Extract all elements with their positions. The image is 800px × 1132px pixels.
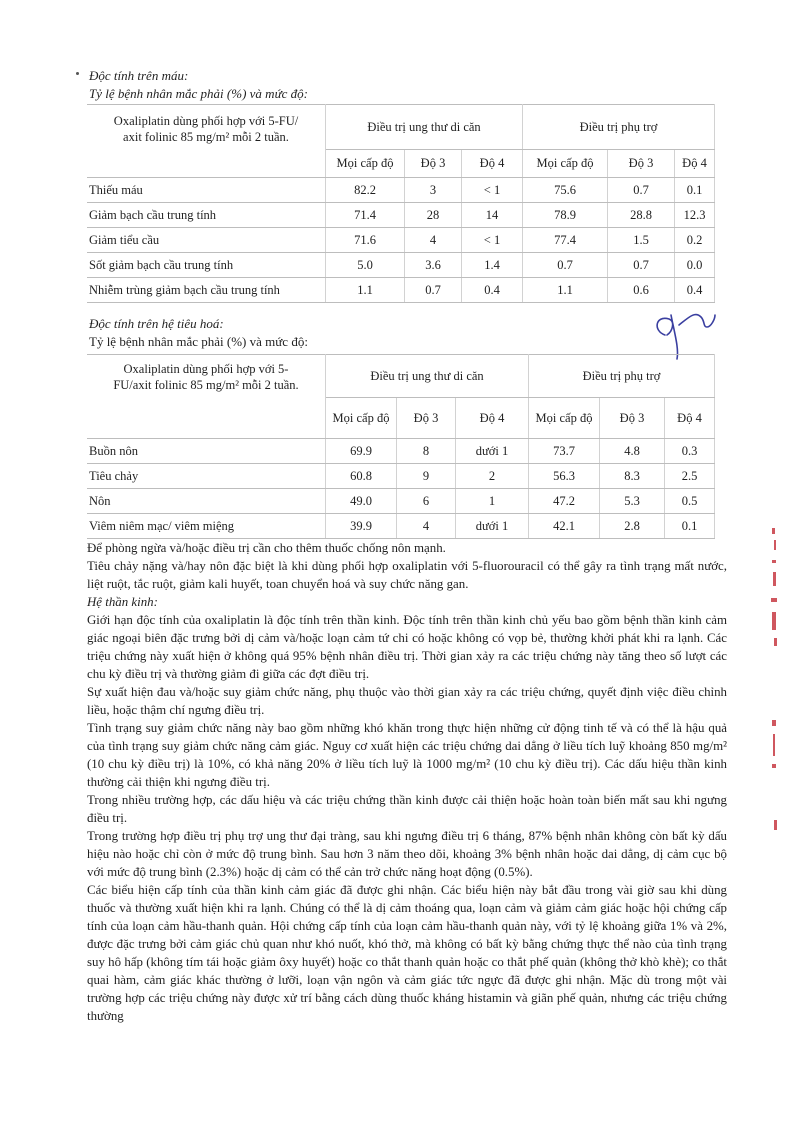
cell: 73.7 [529, 439, 600, 464]
row-label: Sốt giảm bạch cầu trung tính [87, 253, 326, 278]
cell: 5.0 [326, 253, 405, 278]
cell: 1.1 [326, 278, 405, 303]
table-corner-label [87, 105, 326, 178]
cell: 1.5 [608, 228, 675, 253]
table-row [87, 203, 715, 228]
paragraph: Trong trường hợp điều trị phụ trợ ung thư đại tràng, sau khi ngưng điều trị 6 tháng, 87% bệnh nhân không còn bất kỳ dấu hiệu nào hoặc chỉ còn ở mức độ trung bình. Sau hơn 3 năm theo dõi, khoảng 3% bệnh nhân hoặc dai dẳng, dị cảm cục bộ với mức độ trung bình (2.3%) hoặc dị cảm có thể cản trở chức năng hoạt động (0.5%). [87, 829, 727, 879]
cell: 9 [397, 464, 456, 489]
row-label: Giảm tiểu cầu [87, 228, 326, 253]
table-corner-label [87, 355, 326, 439]
cell: 28 [405, 203, 462, 228]
scan-speck [76, 72, 79, 75]
cell: 4 [397, 514, 456, 539]
cell: < 1 [462, 178, 523, 203]
sub-header: Mọi cấp độ [523, 150, 608, 178]
handwritten-initials [645, 305, 717, 361]
cell: 6 [397, 489, 456, 514]
cell: 1 [456, 489, 529, 514]
cell: 12.3 [675, 203, 715, 228]
section-title-gi: Độc tính trên hệ tiêu hoá: [89, 316, 224, 331]
cell: 69.9 [326, 439, 397, 464]
cell: 0.7 [405, 278, 462, 303]
paragraph: Tiêu chảy nặng và/hay nôn đặc biệt là khi dùng phối hợp oxaliplatin với 5-fluorouracil có thể gây ra tình trạng mất nước, liệt ruột, tắc ruột, giảm kali huyết, toan chuyển hoá và suy chức năng gan. [87, 559, 727, 591]
cell: 49.0 [326, 489, 397, 514]
row-label: Viêm niêm mạc/ viêm miệng [87, 514, 326, 539]
table-row [87, 439, 715, 464]
table-row [87, 178, 715, 203]
cell: 60.8 [326, 464, 397, 489]
cell: 14 [462, 203, 523, 228]
sub-header: Độ 3 [608, 150, 675, 178]
blood-toxicity-table [87, 104, 715, 303]
section-title-blood: Độc tính trên máu: [89, 68, 189, 83]
corner-label-line2: FU/axit folinic 85 mg/m² mỗi 2 tuần. [113, 378, 299, 392]
cell: 0.5 [665, 489, 715, 514]
gi-toxicity-table [87, 354, 715, 539]
cell: 0.0 [675, 253, 715, 278]
row-label: Tiêu chảy [87, 464, 326, 489]
table-row [87, 253, 715, 278]
sub-header: Độ 3 [405, 150, 462, 178]
cell: 0.7 [523, 253, 608, 278]
cell: 4 [405, 228, 462, 253]
cell: 56.3 [529, 464, 600, 489]
cell: 82.2 [326, 178, 405, 203]
section-title-neuro: Hệ thần kinh: [87, 595, 158, 609]
cell: 3 [405, 178, 462, 203]
paragraph: Sự xuất hiện đau và/hoặc suy giảm chức năng, phụ thuộc vào thời gian xảy ra các triệu chứng, quyết định việc điều chỉnh liều, hoặc thậm chí ngưng điều trị. [87, 685, 727, 717]
cell: dưới 1 [456, 514, 529, 539]
cell: 42.1 [529, 514, 600, 539]
row-label: Nôn [87, 489, 326, 514]
sub-header: Độ 4 [675, 150, 715, 178]
row-label: Thiếu máu [87, 178, 326, 203]
margin-stamp [760, 520, 790, 840]
cell: dưới 1 [456, 439, 529, 464]
sub-header: Mọi cấp độ [326, 150, 405, 178]
cell: 8.3 [600, 464, 665, 489]
corner-label-line1: Oxaliplatin dùng phối hợp với 5- [123, 362, 289, 376]
sub-header: Độ 4 [456, 398, 529, 439]
row-label: Nhiễm trùng giảm bạch cầu trung tính [87, 278, 326, 303]
table-row [87, 228, 715, 253]
group-header-adjuvant: Điều trị phụ trợ [523, 105, 715, 150]
table-row [87, 489, 715, 514]
table-row [87, 514, 715, 539]
cell: 77.4 [523, 228, 608, 253]
cell: 1.4 [462, 253, 523, 278]
cell: 78.9 [523, 203, 608, 228]
corner-label-line2: axit folinic 85 mg/m² mỗi 2 tuần. [123, 130, 289, 144]
sub-header: Độ 4 [462, 150, 523, 178]
cell: 0.7 [608, 253, 675, 278]
cell: < 1 [462, 228, 523, 253]
cell: 0.1 [675, 178, 715, 203]
cell: 0.3 [665, 439, 715, 464]
corner-label-line1: Oxaliplatin dùng phối hợp với 5-FU/ [113, 114, 299, 128]
paragraph: Giới hạn độc tính của oxaliplatin là độc tính trên thần kinh. Độc tính trên thần kinh chủ yếu bao gồm bệnh thần kinh cảm giác ngoại biên đặc trưng bởi dị cảm và/hoặc loạn cảm tứ chi có hoặc không có vọp bẻ, thường khởi phát khi ra lạnh. Các triệu chứng này xuất hiện ở không quá 95% bệnh nhân điều trị. Thời gian xảy ra các triệu chứng này tăng theo số lượt các chu kỳ điều trị và thường giảm đi giữa các đợt điều trị. [87, 613, 727, 681]
paragraph: Tình trạng suy giảm chức năng này bao gồm những khó khăn trong thực hiện những cử động tinh tế và có thể là hậu quả của tình trạng suy giảm chức năng cảm giác. Nguy cơ xuất hiện các triệu chứng dai dẳng ở liều tích luỹ khoảng 850 mg/m² (10 chu kỳ điều trị) là 10%, có khả năng 20% ở liều tích luỹ là 1000 mg/m² (10 chu kỳ điều trị). Các dấu hiệu thần kinh thường cải thiện khi ngưng điều trị. [87, 721, 727, 789]
cell: 0.2 [675, 228, 715, 253]
cell: 2.5 [665, 464, 715, 489]
sub-header: Độ 3 [600, 398, 665, 439]
body-text [87, 539, 727, 1025]
cell: 1.1 [523, 278, 608, 303]
paragraph: Để phòng ngừa và/hoặc điều trị cần cho thêm thuốc chống nôn mạnh. [87, 541, 446, 555]
cell: 0.4 [675, 278, 715, 303]
cell: 2.8 [600, 514, 665, 539]
cell: 0.6 [608, 278, 675, 303]
cell: 0.7 [608, 178, 675, 203]
sub-header: Độ 4 [665, 398, 715, 439]
group-header-metastatic: Điều trị ung thư di căn [326, 355, 529, 398]
cell: 39.9 [326, 514, 397, 539]
sub-header: Mọi cấp độ [326, 398, 397, 439]
cell: 28.8 [608, 203, 675, 228]
paragraph: Trong nhiều trường hợp, các dấu hiệu và các triệu chứng thần kinh được cải thiện hoặc hoàn toàn biến mất sau khi ngưng điều trị. [87, 793, 727, 825]
cell: 71.6 [326, 228, 405, 253]
row-label: Giảm bạch cầu trung tính [87, 203, 326, 228]
cell: 2 [456, 464, 529, 489]
cell: 47.2 [529, 489, 600, 514]
cell: 71.4 [326, 203, 405, 228]
cell: 8 [397, 439, 456, 464]
cell: 4.8 [600, 439, 665, 464]
cell: 5.3 [600, 489, 665, 514]
cell: 0.1 [665, 514, 715, 539]
cell: 75.6 [523, 178, 608, 203]
paragraph: Các biểu hiện cấp tính của thần kinh cảm giác đã được ghi nhận. Các biểu hiện này bắt đầu trong vài giờ sau khi dùng thuốc và thường xuất hiện khi ra lạnh. Chúng có thể là dị cảm thoáng qua, loạn cảm và giảm cảm giác hoặc hội chứng cấp tính của loạn cảm hầu-thanh quản. Hội chứng cấp tính của loạn cảm hầu-thanh quản này, với tỷ lệ khoảng giữa 1% và 2%, được đặc trưng bởi cảm giác chủ quan như khó nuốt, khó thở, mà không có bất kỳ bằng chứng thực thể nào của tình trạng suy hô hấp (không tím tái hoặc giảm ôxy huyết) hoặc co thắt thanh quản hoặc co thắt phế quản (không thở khò khè); co thắt quai hàm, cảm giác khác thường ở lưỡi, loạn vận ngôn và cảm giác tức ngực đã được ghi nhận. Mặc dù trong một vài trường hợp các triệu chứng này được xử trí bằng cách dùng thuốc kháng histamin và giãn phế quản, nhưng các triệu chứng thường [87, 883, 727, 1023]
section-subtitle-gi: Tỷ lệ bệnh nhân mắc phải (%) và mức độ: [89, 334, 308, 349]
group-header-metastatic: Điều trị ung thư di căn [326, 105, 523, 150]
section-subtitle-blood: Tỷ lệ bệnh nhân mắc phải (%) và mức độ: [89, 86, 309, 101]
sub-header: Độ 3 [397, 398, 456, 439]
sub-header: Mọi cấp độ [529, 398, 600, 439]
cell: 3.6 [405, 253, 462, 278]
group-header-adjuvant: Điều trị phụ trợ [529, 355, 715, 398]
row-label: Buồn nôn [87, 439, 326, 464]
cell: 0.4 [462, 278, 523, 303]
table-row [87, 278, 715, 303]
table-row [87, 464, 715, 489]
